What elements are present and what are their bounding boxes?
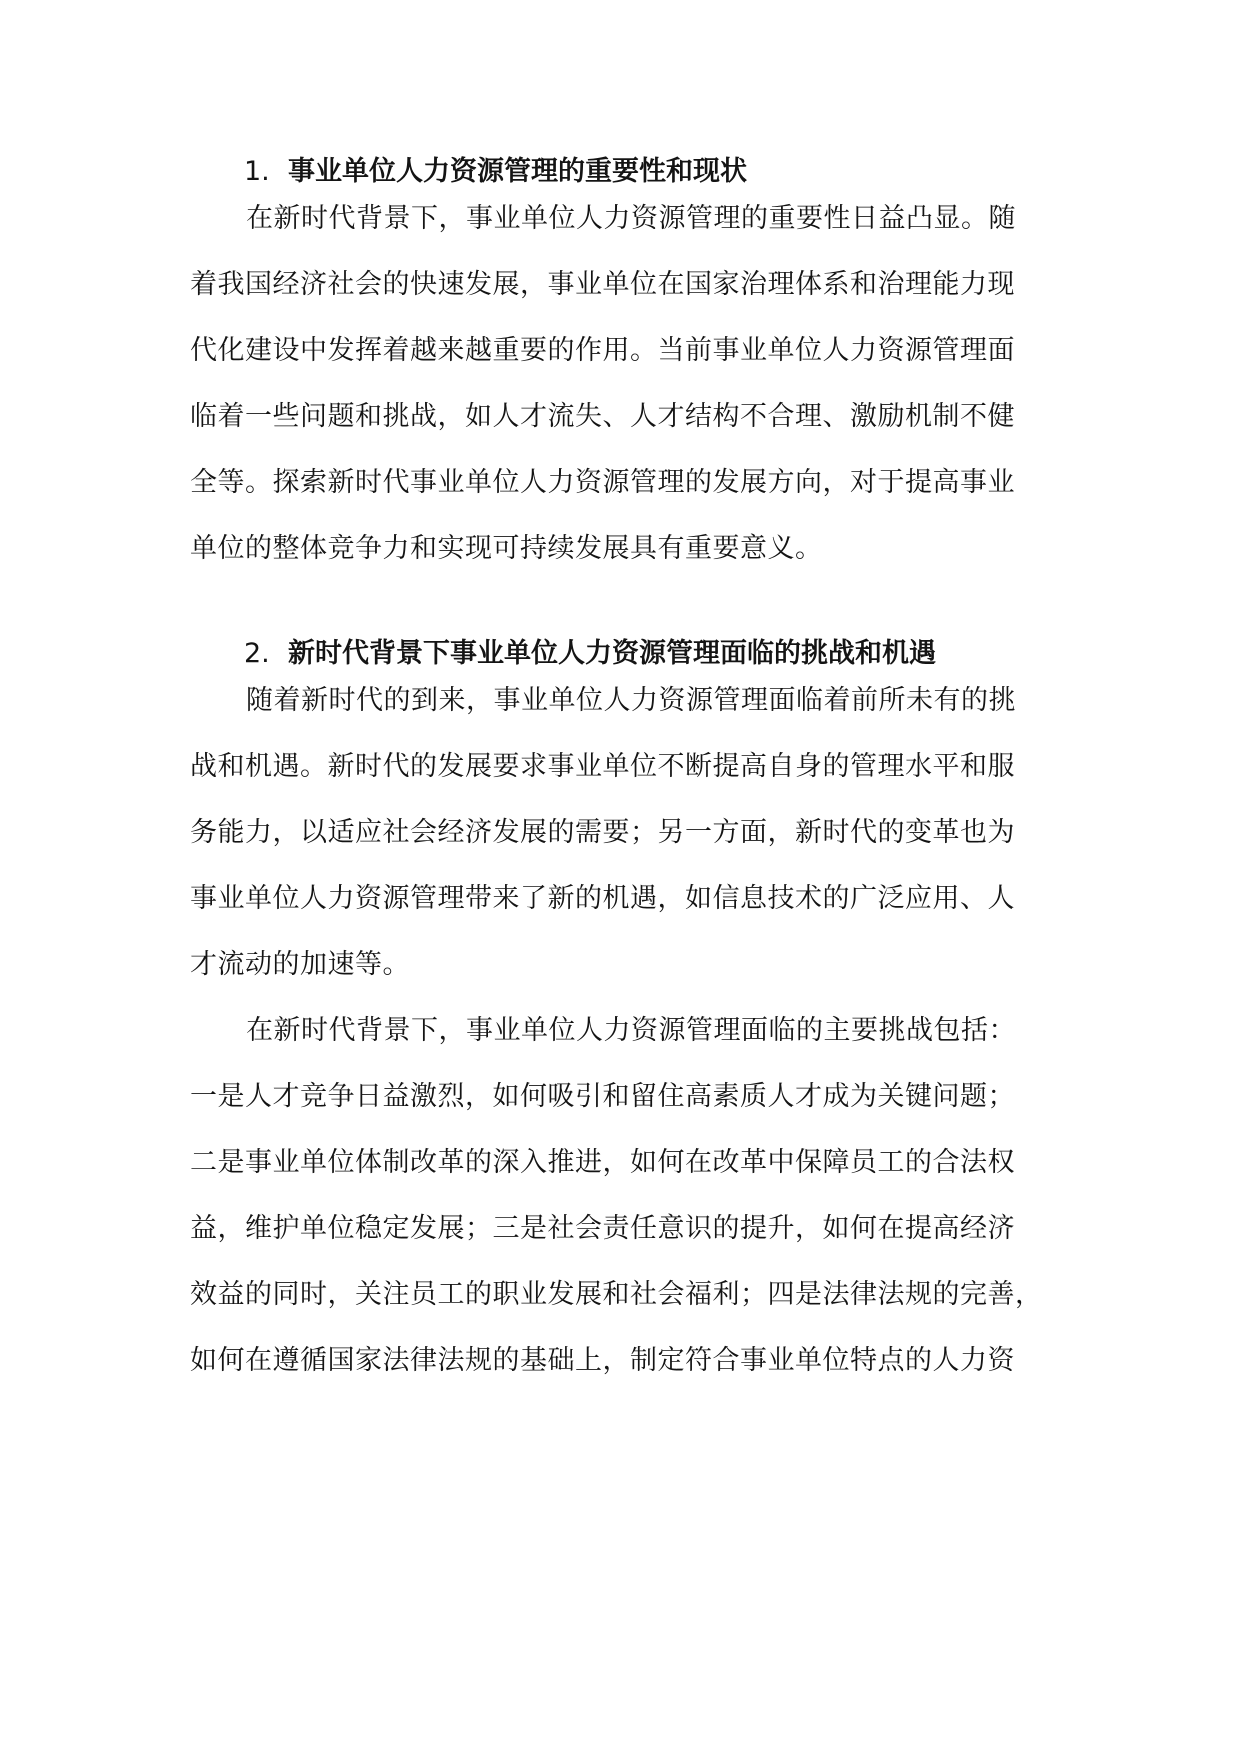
paragraph-line: 事业单位人力资源管理带来了新的机遇，如信息技术的广泛应用、人	[190, 883, 1015, 914]
paragraph-line: 如何在遵循国家法律法规的基础上，制定符合事业单位特点的人力资	[190, 1345, 1015, 1376]
section-heading-2	[244, 634, 936, 674]
section-title: 事业单位人力资源管理的重要性和现状	[288, 156, 747, 187]
paragraph-line: 务能力，以适应社会经济发展的需要；另一方面，新时代的变革也为	[190, 817, 1015, 848]
paragraph-line: 益，维护单位稳定发展；三是社会责任意识的提升，如何在提高经济	[190, 1213, 1015, 1244]
paragraph-line: 效益的同时，关注员工的职业发展和社会福利；四是法律法规的完善，	[190, 1279, 1043, 1310]
section-title: 新时代背景下事业单位人力资源管理面临的挑战和机遇	[288, 638, 936, 669]
paragraph-line: 战和机遇。新时代的发展要求事业单位不断提高自身的管理水平和服	[190, 751, 1015, 782]
section-number: 2.	[244, 638, 270, 669]
paragraph-line: 一是人才竞争日益激烈，如何吸引和留住高素质人才成为关键问题；	[190, 1081, 1015, 1112]
section-heading-1	[244, 152, 747, 192]
paragraph-line: 在新时代背景下，事业单位人力资源管理面临的主要挑战包括：	[246, 1015, 1016, 1046]
paragraph-line: 随着新时代的到来，事业单位人力资源管理面临着前所未有的挑	[246, 685, 1016, 716]
paragraph-line: 代化建设中发挥着越来越重要的作用。当前事业单位人力资源管理面	[190, 335, 1015, 366]
paragraph-line: 着我国经济社会的快速发展，事业单位在国家治理体系和治理能力现	[190, 269, 1015, 300]
section-number: 1.	[244, 156, 270, 187]
paragraph-line: 单位的整体竞争力和实现可持续发展具有重要意义。	[190, 533, 823, 564]
paragraph-line: 临着一些问题和挑战，如人才流失、人才结构不合理、激励机制不健	[190, 401, 1015, 432]
paragraph-line: 在新时代背景下，事业单位人力资源管理的重要性日益凸显。随	[246, 203, 1016, 234]
paragraph-line: 二是事业单位体制改革的深入推进，如何在改革中保障员工的合法权	[190, 1147, 1015, 1178]
paragraph-line: 才流动的加速等。	[190, 949, 410, 980]
paragraph-line: 全等。探索新时代事业单位人力资源管理的发展方向，对于提高事业	[190, 467, 1015, 498]
